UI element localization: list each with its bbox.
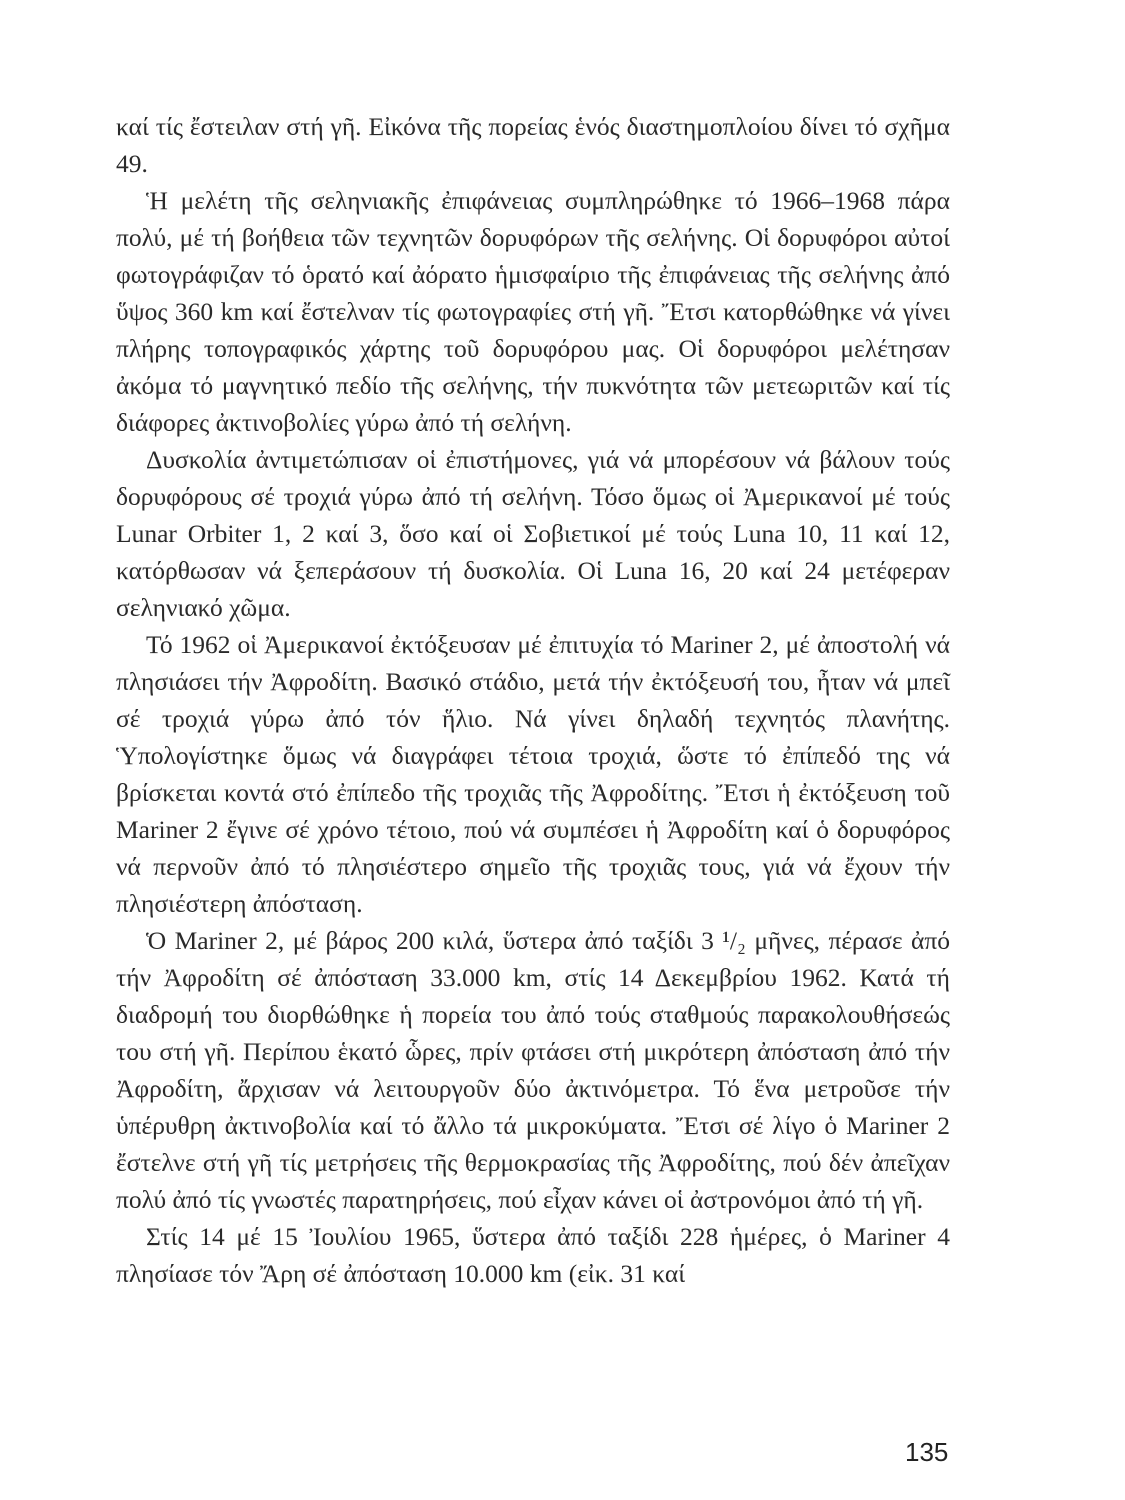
paragraph-lunar-surface-study: Ἡ μελέτη τῆς σεληνιακῆς ἐπιφάνειας συμπληρώθηκε τό 1966–1968 πάρα πολύ, μέ τή βοήθεια τῶν τεχνητῶν δορυφόρων τῆς σελήνης. Οἱ δορυφόροι αὐτοί φωτογράφιζαν τό ὁρατό καί ἀόρατο ἡμισφαίριο τῆς ἐπιφάνειας τῆς σελήνης ἀπό ὕψος 360 km καί ἔστελναν τίς φωτογραφίες στή γῆ. Ἔτσι κατορθώθηκε νά γίνει πλήρης τοπογραφικός χάρτης τοῦ δορυφόρου μας. Οἱ δορυφόροι μελέτησαν ἀκόμα τό μαγνητικό πεδίο τῆς σελήνης, τήν πυκνότητα τῶν μετεωριτῶν καί τίς διάφορες ἀκτινοβολίες γύρω ἀπό τή σελήνη. — [116, 186, 950, 437]
paragraph-mariner-4: Στίς 14 μέ 15 Ἰουλίου 1965, ὕστερα ἀπό ταξίδι 228 ἡμέρες, ὁ Mariner 4 πλησίασε τόν Ἄρη σέ ἀπόσταση 10.000 km (εἰκ. 31 καί — [116, 1222, 950, 1288]
body-text — [116, 108, 950, 1292]
paragraph-orbit-difficulty: Δυσκολία ἀντιμετώπισαν οἱ ἐπιστήμονες, γιά νά μπορέσουν νά βάλουν τούς δορυφόρους σέ τροχιά γύρω ἀπό τή σελήνη. Τόσο ὅμως οἱ Ἀμερικανοί μέ τούς Lunar Orbiter 1, 2 καί 3, ὅσο καί οἱ Σοβιετικοί μέ τούς Luna 10, 11 καί 12, κατόρθωσαν νά ξεπεράσουν τή δυσκολία. Οἱ Luna 16, 20 καί 24 μετέφεραν σεληνιακό χῶμα. — [116, 445, 950, 622]
paragraph-mariner-2-flyby: Ὁ Mariner 2, μέ βάρος 200 κιλά, ὕστερα ἀπό ταξίδι 3 ¹/₂ μῆνες, πέρασε ἀπό τήν Ἀφροδίτη σέ ἀπόσταση 33.000 km, στίς 14 Δεκεμβρίου 1962. Κατά τή διαδρομή του διορθώθηκε ἡ πορεία του ἀπό τούς σταθμούς παρακολουθήσεώς του στή γῆ. Περίπου ἑκατό ὧρες, πρίν φτάσει στή μικρότερη ἀπόσταση ἀπό τήν Ἀφροδίτη, ἄρχισαν νά λειτουργοῦν δύο ἀκτινόμετρα. Τό ἕνα μετροῦσε τήν ὑπέρυθρη ἀκτινοβολία καί τό ἄλλο τά μικροκύματα. Ἔτσι σέ λίγο ὁ Mariner 2 ἔστελνε στή γῆ τίς μετρήσεις τῆς θερμοκρασίας τῆς Ἀφροδίτης, πού δέν ἀπεῖχαν πολύ ἀπό τίς γνωστές παρατηρήσεις, πού εἶχαν κάνει οἱ ἀστρονόμοι ἀπό τή γῆ. — [116, 926, 950, 1214]
paragraph-mariner-2-launch: Τό 1962 οἱ Ἀμερικανοί ἐκτόξευσαν μέ ἐπιτυχία τό Mariner 2, μέ ἀποστολή νά πλησιάσει τήν Ἀφροδίτη. Βασικό στάδιο, μετά τήν ἐκτόξευσή του, ἦταν νά μπεῖ σέ τροχιά γύρω ἀπό τόν ἥλιο. Νά γίνει δηλαδή τεχνητός πλανήτης. Ὑπολογίστηκε ὅμως νά διαγράφει τέτοια τροχιά, ὥστε τό ἐπίπεδό της νά βρίσκεται κοντά στό ἐπίπεδο τῆς τροχιᾶς τῆς Ἀφροδίτης. Ἔτσι ἡ ἐκτόξευση τοῦ Mariner 2 ἔγινε σέ χρόνο τέτοιο, πού νά συμπέσει ἡ Ἀφροδίτη καί ὁ δορυφόρος νά περνοῦν ἀπό τό πλησιέστερο σημεῖο τῆς τροχιᾶς τους, γιά νά ἔχουν τήν πλησιέστερη ἀπόσταση. — [116, 630, 950, 918]
paragraph-continuation: καί τίς ἔστειλαν στή γῆ. Εἰκόνα τῆς πορείας ἑνός διαστημοπλοίου δίνει τό σχῆμα 49. — [116, 112, 950, 178]
page-number: 135 — [905, 1437, 949, 1467]
